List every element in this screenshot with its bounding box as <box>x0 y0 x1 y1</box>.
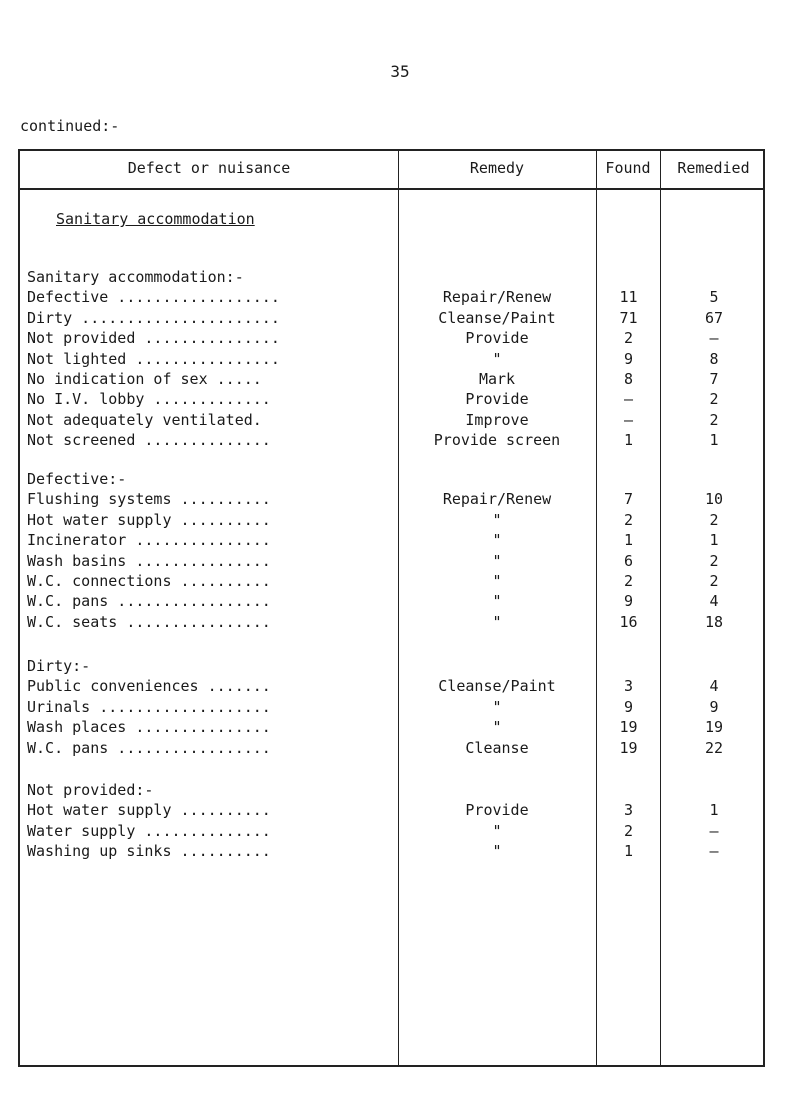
remedied-cell: 22 <box>704 739 724 757</box>
defect-cell: Washing up sinks .......... <box>27 842 271 860</box>
found-cell: 2 <box>623 572 634 590</box>
header-divider <box>20 188 763 190</box>
remedy-cell: " <box>492 698 502 716</box>
remedied-cell: 19 <box>704 718 724 736</box>
group-heading <box>20 657 767 677</box>
defect-cell: Not provided ............... <box>27 329 280 347</box>
group-heading <box>20 470 767 490</box>
remedied-cell: 1 <box>709 431 719 449</box>
remedy-cell: Cleanse <box>465 739 529 757</box>
table-row <box>20 698 767 718</box>
defect-cell: Public conveniences ....... <box>27 677 271 695</box>
remedy-cell: " <box>492 822 502 840</box>
group-heading-label: Dirty:- <box>27 657 91 675</box>
remedy-cell: Provide screen <box>433 431 561 449</box>
continued-label: continued:- <box>20 117 120 135</box>
found-cell: 11 <box>619 288 638 306</box>
found-cell: 2 <box>623 511 634 529</box>
table-row <box>20 531 767 551</box>
found-cell: 2 <box>623 329 634 347</box>
remedy-cell: Provide <box>465 390 529 408</box>
remedied-cell: 9 <box>709 698 719 716</box>
found-cell: 19 <box>619 718 638 736</box>
defect-cell: Incinerator ............... <box>27 531 271 549</box>
found-cell: 1 <box>623 842 634 860</box>
table-row <box>20 511 767 531</box>
remedied-cell: 2 <box>709 390 719 408</box>
table-row <box>20 490 767 510</box>
defect-cell: Not adequately ventilated. <box>27 411 262 429</box>
remedy-cell: " <box>492 613 502 631</box>
remedied-cell: 67 <box>704 309 724 327</box>
remedy-cell: Provide <box>465 329 529 347</box>
remedy-cell: " <box>492 572 502 590</box>
defect-cell: Not screened .............. <box>27 431 271 449</box>
found-cell: 71 <box>619 309 638 327</box>
defect-cell: W.C. connections .......... <box>27 572 271 590</box>
found-cell: 1 <box>623 531 634 549</box>
group-heading <box>20 781 767 801</box>
remedy-cell: Mark <box>478 370 516 388</box>
table-row <box>20 718 767 738</box>
remedied-cell: 1 <box>709 801 719 819</box>
header-found: Found <box>605 159 651 177</box>
remedied-cell: 2 <box>709 511 719 529</box>
defect-cell: Not lighted ................ <box>27 350 280 368</box>
table-row <box>20 552 767 572</box>
remedied-cell: 4 <box>709 592 719 610</box>
found-cell: 8 <box>623 370 634 388</box>
group-heading <box>20 268 767 288</box>
found-cell: 3 <box>623 677 634 695</box>
defect-cell: Urinals ................... <box>27 698 271 716</box>
remedy-cell: " <box>492 718 502 736</box>
defect-cell: Dirty ...................... <box>27 309 280 327</box>
table-row <box>20 350 767 370</box>
defect-cell: Flushing systems .......... <box>27 490 271 508</box>
defect-cell: W.C. pans ................. <box>27 739 271 757</box>
table-row <box>20 801 767 821</box>
defect-cell: No I.V. lobby ............. <box>27 390 271 408</box>
defect-cell: W.C. pans ................. <box>27 592 271 610</box>
found-cell: 9 <box>623 698 634 716</box>
found-cell: 2 <box>623 822 634 840</box>
remedy-cell: Repair/Renew <box>442 490 552 508</box>
remedy-cell: " <box>492 552 502 570</box>
table-row <box>20 390 767 410</box>
table-row <box>20 842 767 862</box>
found-cell: 6 <box>623 552 634 570</box>
table-row <box>20 613 767 633</box>
found-cell: 19 <box>619 739 638 757</box>
defect-cell: Water supply .............. <box>27 822 271 840</box>
table-row <box>20 592 767 612</box>
table-row <box>20 370 767 390</box>
remedy-cell: Improve <box>465 411 529 429</box>
remedied-cell: 2 <box>709 411 719 429</box>
defect-cell: No indication of sex ..... <box>27 370 262 388</box>
table-row <box>20 677 767 697</box>
header-remedy: Remedy <box>469 159 525 177</box>
remedy-cell: " <box>492 531 502 549</box>
remedied-cell: 2 <box>709 552 719 570</box>
table-row <box>20 329 767 349</box>
table-row <box>20 411 767 431</box>
remedy-cell: " <box>492 842 502 860</box>
table-row <box>20 822 767 842</box>
remedy-cell: " <box>492 592 502 610</box>
defect-cell: Wash places ............... <box>27 718 271 736</box>
found-cell: 1 <box>623 431 634 449</box>
remedy-cell: Repair/Renew <box>442 288 552 306</box>
remedy-cell: " <box>492 511 502 529</box>
remedied-cell: – <box>709 329 719 347</box>
remedied-cell: 5 <box>709 288 719 306</box>
remedy-cell: Provide <box>465 801 529 819</box>
page-number: 35 <box>390 62 410 81</box>
table-row <box>20 431 767 451</box>
remedied-cell: 10 <box>704 490 724 508</box>
remedy-cell: Cleanse/Paint <box>438 677 556 695</box>
found-cell: – <box>623 390 634 408</box>
defect-cell: Hot water supply .......... <box>27 511 271 529</box>
found-cell: 16 <box>619 613 638 631</box>
group-heading-label: Not provided:- <box>27 781 154 799</box>
found-cell: 9 <box>623 592 634 610</box>
found-cell: 3 <box>623 801 634 819</box>
header-defect: Defect or nuisance <box>127 159 291 177</box>
defect-cell: Wash basins ............... <box>27 552 271 570</box>
remedied-cell: 1 <box>709 531 719 549</box>
section-title: Sanitary accommodation <box>56 210 255 228</box>
table-row <box>20 288 767 308</box>
found-cell: – <box>623 411 634 429</box>
remedied-cell: – <box>709 842 719 860</box>
table-row <box>20 572 767 592</box>
remedied-cell: 18 <box>704 613 724 631</box>
remedied-cell: 8 <box>709 350 719 368</box>
remedied-cell: – <box>709 822 719 840</box>
defect-cell: Hot water supply .......... <box>27 801 271 819</box>
group-heading-label: Defective:- <box>27 470 127 488</box>
table-row <box>20 739 767 759</box>
found-cell: 7 <box>623 490 634 508</box>
remedied-cell: 7 <box>709 370 719 388</box>
remedy-cell: " <box>492 350 502 368</box>
remedy-cell: Cleanse/Paint <box>438 309 556 327</box>
defects-table <box>18 149 765 1067</box>
defect-cell: W.C. seats ................ <box>27 613 271 631</box>
header-remedied: Remedied <box>677 159 750 177</box>
remedied-cell: 4 <box>709 677 719 695</box>
defect-cell: Defective .................. <box>27 288 280 306</box>
found-cell: 9 <box>623 350 634 368</box>
group-heading-label: Sanitary accommodation:- <box>27 268 244 286</box>
table-row <box>20 309 767 329</box>
remedied-cell: 2 <box>709 572 719 590</box>
